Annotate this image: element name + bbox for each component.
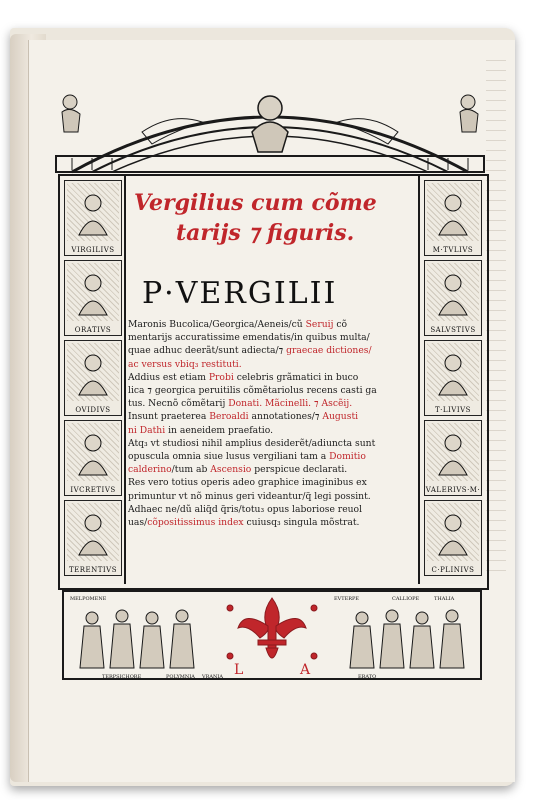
portrait-oratius bbox=[64, 260, 122, 336]
device-initial-right: A bbox=[300, 662, 311, 678]
muse-label: THALIA bbox=[434, 596, 455, 602]
portrait-ovidius bbox=[64, 340, 122, 416]
author-portrait-icon bbox=[75, 429, 111, 477]
body-line: mentarijs accuratissime emendatis/in quibus multa/ bbox=[128, 332, 370, 344]
body-line: Insunt praeterea Beroaldi annotationes/⁊ Augusti bbox=[128, 411, 359, 423]
left-portrait-column bbox=[60, 176, 126, 584]
body-line: calderino/tum ab Ascensio perspicue declarati. bbox=[128, 464, 348, 476]
muse-label: TERPSICHORE bbox=[102, 674, 142, 680]
body-line: Maronis Bucolica/Georgica/Aeneis/cũ Seruij cõ bbox=[128, 319, 348, 330]
author-portrait-icon bbox=[75, 269, 111, 317]
body-line: uas/cõpositissimus index cuiusq₃ singula mõstrat. bbox=[128, 517, 360, 529]
device-initial-left: L bbox=[234, 662, 244, 678]
body-line: ac versus vbiq₃ restituti. bbox=[128, 358, 242, 370]
portrait-label: OVIDIVS bbox=[75, 406, 111, 414]
muse-label: POLYMNIA bbox=[166, 674, 195, 680]
portrait-lucretius bbox=[64, 420, 122, 496]
portrait-label: VIRGILIVS bbox=[71, 246, 115, 254]
fleur-de-lis-icon bbox=[227, 598, 317, 659]
portrait-salustius bbox=[424, 260, 482, 336]
body-line: Adhaec ne/dũ aliq̃d q̃ris/totu₃ opus laboriose reuol bbox=[128, 503, 363, 515]
title-text-block bbox=[126, 178, 416, 582]
muse-label: ERATO bbox=[358, 674, 377, 680]
red-title bbox=[134, 188, 414, 248]
portrait-label: SALVSTIVS bbox=[430, 326, 476, 334]
author-portrait-icon bbox=[435, 429, 471, 477]
portrait-tulius bbox=[424, 180, 482, 256]
body-line: opuscula omnia siue lusus vergiliani tam a Domitio bbox=[128, 451, 366, 463]
right-portrait-column bbox=[418, 176, 484, 584]
portrait-livius bbox=[424, 340, 482, 416]
author-heading: P·VERGILII bbox=[142, 276, 338, 311]
body-line: tus. Necnõ cõmẽtarij Donati. Mãcinelli. ⁊ Ascẽij. bbox=[128, 398, 353, 410]
portrait-label: IVCRETIVS bbox=[70, 486, 116, 494]
body-text bbox=[128, 318, 414, 529]
author-portrait-icon bbox=[75, 189, 111, 237]
author-portrait-icon bbox=[435, 269, 471, 317]
bottom-muses-woodcut bbox=[62, 590, 482, 680]
body-line: quae adhuc deerãt/sunt adiecta/⁊ graecae dictiones/ bbox=[128, 345, 372, 357]
body-line: Atq₃ vt studiosi nihil amplius desiderẽt/adiuncta sunt bbox=[128, 437, 376, 449]
author-portrait-icon bbox=[435, 349, 471, 397]
muse-label: CALLIOPE bbox=[392, 596, 420, 602]
portrait-plinius bbox=[424, 500, 482, 576]
portrait-label: TERENTIVS bbox=[68, 566, 118, 574]
portrait-label: VALERIVS·M· bbox=[425, 486, 481, 494]
author-portrait-icon bbox=[75, 349, 111, 397]
top-arch-woodcut bbox=[52, 72, 488, 176]
title-line-2: tarijs ⁊ figuris. bbox=[176, 220, 355, 246]
portrait-virgilius bbox=[64, 180, 122, 256]
portrait-label: T·LIVIVS bbox=[435, 406, 471, 414]
portrait-terentius bbox=[64, 500, 122, 576]
author-portrait-icon bbox=[435, 509, 471, 557]
show-through-text bbox=[486, 60, 506, 580]
body-line: Res vero totius operis adeo graphice imaginibus ex bbox=[128, 477, 367, 489]
body-line: Addius est etiam Probi celebris grãmatici in buco bbox=[128, 371, 359, 383]
muse-label: VRANIA bbox=[202, 674, 223, 680]
author-portrait-icon bbox=[435, 189, 471, 237]
muse-label: MELPOMENE bbox=[70, 596, 107, 602]
portrait-valerius bbox=[424, 420, 482, 496]
title-line-1: Vergilius cum cõme bbox=[134, 190, 377, 216]
muse-label: EVTERPE bbox=[334, 596, 360, 602]
author-portrait-icon bbox=[75, 509, 111, 557]
portrait-label: C·PLINIVS bbox=[431, 566, 475, 574]
body-line: lica ⁊ georgica peruitilis cõmẽtariolus recens casti ga bbox=[128, 385, 377, 397]
portrait-label: M·TVLIVS bbox=[432, 246, 474, 254]
body-line: primuntur vt nõ minus geri videantur/q̃ legi possint. bbox=[128, 490, 371, 502]
portrait-label: ORATIVS bbox=[74, 326, 112, 334]
body-line: ni Dathi in aeneidem praefatio. bbox=[128, 424, 274, 436]
